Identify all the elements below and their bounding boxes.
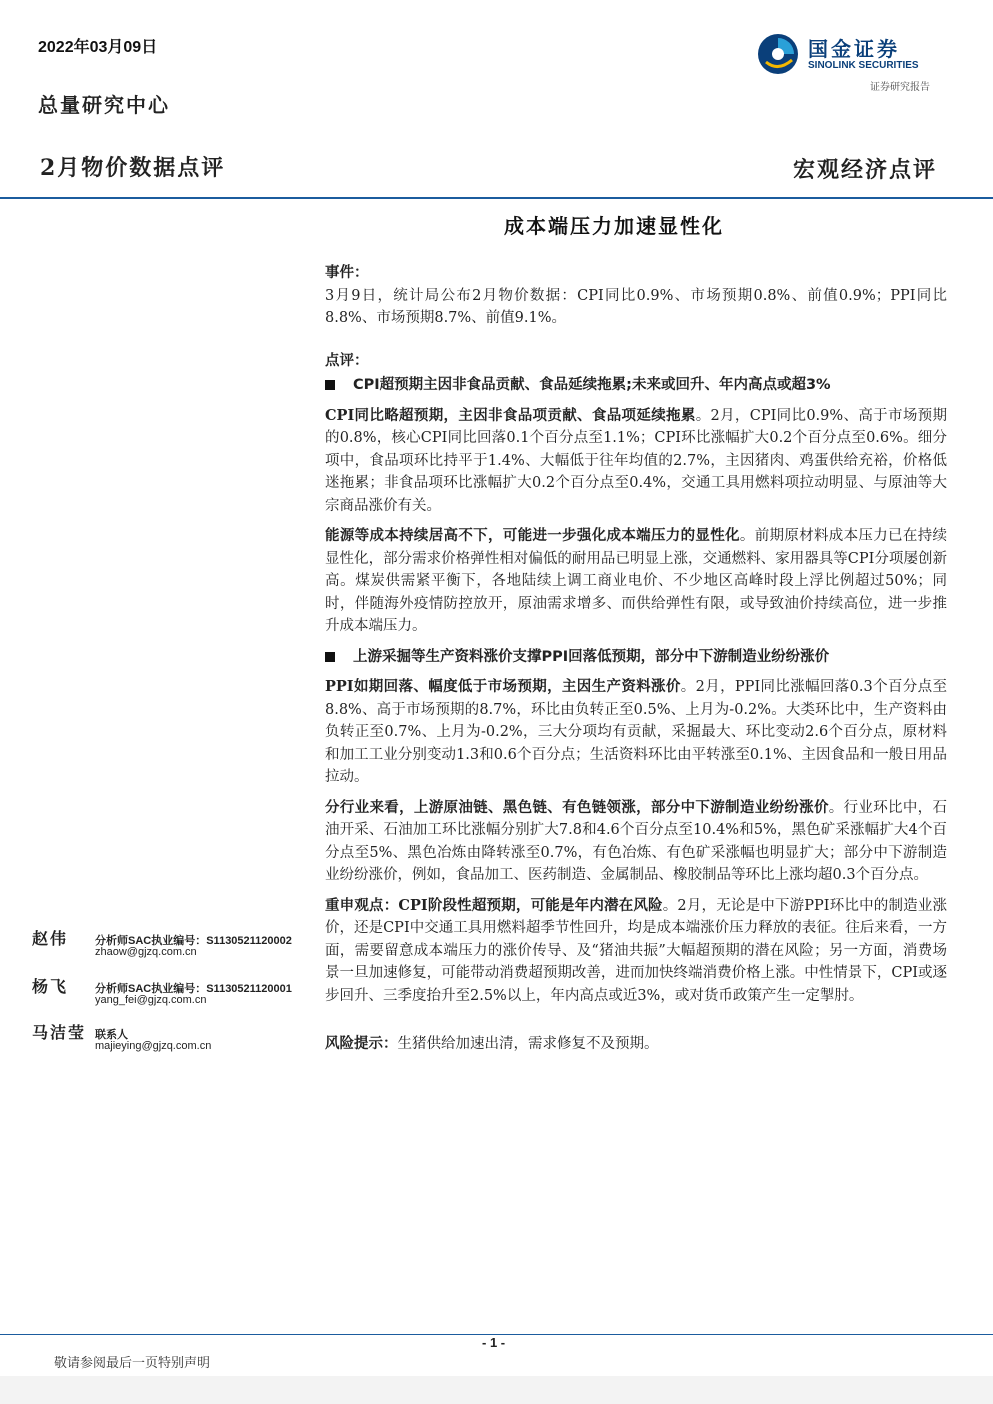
footer-disclaimer: 敬请参阅最后一页特别声明	[54, 1356, 211, 1371]
paragraph-text: 。2月，无论是中下游PPI环比中的制造业涨价，还是CPI中交通工具用燃料超季节性回升，均是成本端涨价压力释放的表征。往后来看，一方面，需要留意成本端压力的涨价传导、及“猪油共振”大幅超预期的潜在风险；另一方面，消费场景一旦加速修复，可能带动消费超预期改善，进而加快终端消费价格上涨。中性情景下，CPI或逐步回升、三季度抬升至2.5%以上，年内高点或近3%，或对货币政策产生一定掣肘。	[325, 897, 947, 1004]
main-content	[325, 262, 947, 1056]
paragraph-text: 。2月，CPI同比0.9%、高于市场预期的0.8%，核心CPI同比回落0.1个百分点至1.1%；CPI环比涨幅扩大0.2个百分点至0.6%。细分项中，食品项环比持平于1.4%、大幅低于往年均值的2.7%，主因猪肉、鸡蛋供给充裕，价格低迷拖累；非食品项环比涨幅扩大0.2个百分点至0.4%，交通工具用燃料项拉动明显、与原油等大宗商品涨价有关。	[325, 407, 947, 514]
analyst-email[interactable]: zhaow@gjzq.com.cn	[95, 946, 197, 958]
risk-warning	[325, 1033, 947, 1056]
header-divider	[0, 197, 993, 199]
logo-name-en: SINOLINK SECURITIES	[808, 60, 919, 71]
analyst-card	[32, 974, 302, 1014]
paragraph-outlook	[325, 895, 947, 1008]
analyst-title: 分析师SAC执业编号：S1130521120001	[95, 983, 292, 995]
paragraph-lead: CPI同比略超预期，主因非食品项贡献、食品项延续拖累	[325, 406, 696, 424]
footer-band	[0, 1376, 993, 1404]
analyst-name: 杨飞	[32, 977, 69, 996]
square-bullet-icon	[325, 652, 335, 662]
paragraph-cost-pressure	[325, 525, 947, 638]
analyst-email[interactable]: yang_fei@gjzq.com.cn	[95, 994, 207, 1006]
analyst-title: 联系人	[95, 1029, 128, 1041]
logo-name-cn: 国金证券	[808, 37, 900, 61]
event-label: 事件：	[325, 264, 369, 281]
paragraph-industry	[325, 797, 947, 887]
department-name: 总量研究中心	[38, 93, 170, 117]
risk-text: 生猪供给加速出清，需求修复不及预期。	[397, 1036, 659, 1052]
paragraph-lead: 重申观点：CPI阶段性超预期，可能是年内潜在风险	[325, 896, 663, 914]
paragraph-cpi-summary	[325, 405, 947, 518]
report-subject: 2月物价数据点评	[40, 155, 226, 181]
paragraph-lead: 能源等成本持续居高不下，可能进一步强化成本端压力的显性化	[325, 527, 740, 544]
analyst-card	[32, 926, 302, 966]
analyst-card	[32, 1020, 302, 1060]
paragraph-text: 。前期原材料成本压力已在持续显性化，部分需求价格弹性相对偏低的耐用品已明显上涨，交通燃料、家用器具等CPI分项屡创新高。煤炭供需紧平衡下，各地陆续上调工商业电价、不少地区高峰时段上浮比例超过50%；同时，伴随海外疫情防控放开，原油需求增多、而供给弹性有限，或导致油价持续高位，进一步推升成本端压力。	[325, 528, 948, 634]
paragraph-ppi-summary	[325, 676, 947, 789]
event-text: 3月9日，统计局公布2月物价数据：CPI同比0.9%、市场预期0.8%、前值0.9%；PPI同比8.8%、市场预期8.7%、前值9.1%。	[325, 287, 947, 326]
bullet-heading-ppi: 上游采掘等生产资料涨价支撑PPI回落低预期，部分中下游制造业纷纷涨价	[353, 648, 830, 665]
analyst-name: 马洁莹	[32, 1023, 87, 1042]
analyst-title: 分析师SAC执业编号：S1130521120002	[95, 935, 292, 947]
analyst-name: 赵伟	[32, 929, 69, 948]
comment-label: 点评：	[325, 351, 369, 369]
section-bullet-cpi	[325, 374, 947, 397]
risk-label: 风险提示：	[325, 1035, 398, 1052]
square-bullet-icon	[325, 380, 335, 390]
analyst-email[interactable]: majieying@gjzq.com.cn	[95, 1040, 212, 1052]
bullet-heading-cpi: CPI超预期主因非食品贡献、食品延续拖累;未来或回升、年内高点或超3%	[353, 377, 831, 393]
report-headline: 成本端压力加速显性化	[504, 214, 724, 238]
section-bullet-ppi	[325, 646, 947, 669]
page-number: - 1 -	[482, 1335, 506, 1350]
report-type: 宏观经济点评	[792, 157, 937, 183]
paragraph-text: 。2月，PPI同比涨幅回落0.3个百分点至8.8%、高于市场预期的8.7%，环比由负转正至0.5%、上月为-0.2%。大类环比中，生产资料由负转正至0.7%、上月为-0.2%，三大分项均有贡献，采掘最大、环比变动2.6个百分点，原材料和加工工业分别变动1.3和0.6个百分点；生活资料环比由平转涨至0.1%、主因食品和一般日用品拉动。	[325, 679, 947, 785]
report-date: 2022年03月09日	[38, 39, 158, 56]
paragraph-lead: PPI如期回落、幅度低于市场预期，主因生产资料涨价	[325, 678, 681, 695]
sinolink-logo-icon	[756, 32, 802, 76]
logo-subtitle: 证券研究报告	[870, 82, 930, 93]
paragraph-lead: 分行业来看，上游原油链、黑色链、有色链领涨，部分中下游制造业纷纷涨价	[325, 798, 829, 816]
paragraph-text: 。行业环比中，石油开采、石油加工环比涨幅分别扩大7.8和4.6个百分点至10.4%和5%，黑色矿采涨幅扩大4个百分点至5%、黑色冶炼由降转涨至0.7%，有色冶炼、有色矿采涨幅也明显扩大；部分中下游制造业纷纷涨价，例如，食品加工、医药制造、金属制品、橡胶制品等环比上涨均超0.3个百分点。	[325, 799, 948, 883]
